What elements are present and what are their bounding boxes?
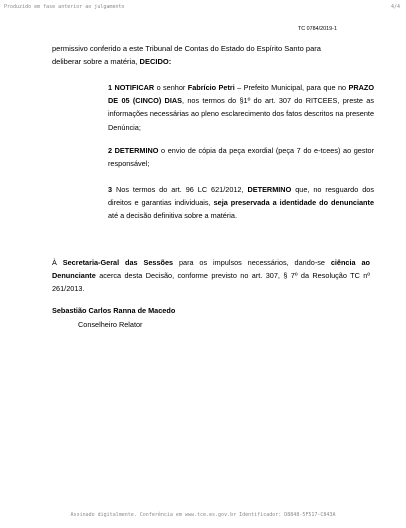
item1-name: Fabrício Petri xyxy=(187,83,235,92)
signer-role: Conselheiro Relator xyxy=(78,320,143,329)
decision-item-2 xyxy=(108,144,374,170)
item3-text-1: Nos termos do art. 96 LC 621/2012, xyxy=(112,185,248,194)
item1-prazo: PRAZO DE 05 (CINCO) DIAS xyxy=(108,83,375,106)
item3-preservada: seja preservada a identidade do denunciante xyxy=(213,198,375,208)
item3-number: 3 xyxy=(108,185,113,194)
final-text-0: À xyxy=(52,258,63,267)
item2-lead: 2 DETERMINO xyxy=(108,146,159,155)
final-text-1: para os impulsos necessários, dando-se xyxy=(173,258,331,267)
item1-text-1: o senhor xyxy=(154,83,188,92)
signer-name: Sebastião Carlos Ranna de Macedo xyxy=(52,306,176,315)
decision-item-3 xyxy=(108,183,374,223)
final-secretaria: Secretaria-Geral das Sessões xyxy=(62,258,174,267)
header-watermark: Produzido em fase anterior ao julgamento xyxy=(4,4,125,10)
decision-item-1 xyxy=(108,81,374,134)
item3-determino: DETERMINO xyxy=(247,185,292,194)
item1-text-2: – Prefeito Municipal, para que no xyxy=(234,83,349,92)
page-number: 4/4 xyxy=(390,4,400,10)
intro-line-2: deliberar sobre a matéria, xyxy=(52,57,140,66)
intro-paragraph xyxy=(52,42,372,68)
item2-text: o envio de cópia da peça exordial (peça 7 do e-tcees) ao gestor responsável; xyxy=(108,146,375,169)
decido-label: DECIDO: xyxy=(139,57,172,66)
item1-text-3: , nos termos do §1º do art. 307 do RITCEES, preste as informações necessárias ao pleno esclarecimento dos fatos descritos na presente Denúncia; xyxy=(108,96,374,132)
item3-text-2: que, no resguardo dos direitos e garantias individuais, xyxy=(108,185,374,208)
final-ciencia: ciência ao Denunciante xyxy=(52,258,370,281)
final-text-2: acerca desta Decisão, conforme previsto no art. 307, § 7º da Resolução TC nº 261/2013. xyxy=(52,271,370,294)
process-number: TC 0784/2019-1 xyxy=(298,26,337,32)
footer-signature-note: Assinado digitalmente. Conferência em www.tce.es.gov.br Identificador: D8848-5F517-C843A xyxy=(70,512,336,518)
final-paragraph xyxy=(52,256,370,296)
item1-lead: 1 NOTIFICAR xyxy=(108,83,155,92)
item3-text-3: até a decisão definitiva sobre a matéria. xyxy=(108,211,237,221)
intro-line-1: permissivo conferido a este Tribunal de Contas do Estado do Espírito Santo para xyxy=(52,44,321,53)
